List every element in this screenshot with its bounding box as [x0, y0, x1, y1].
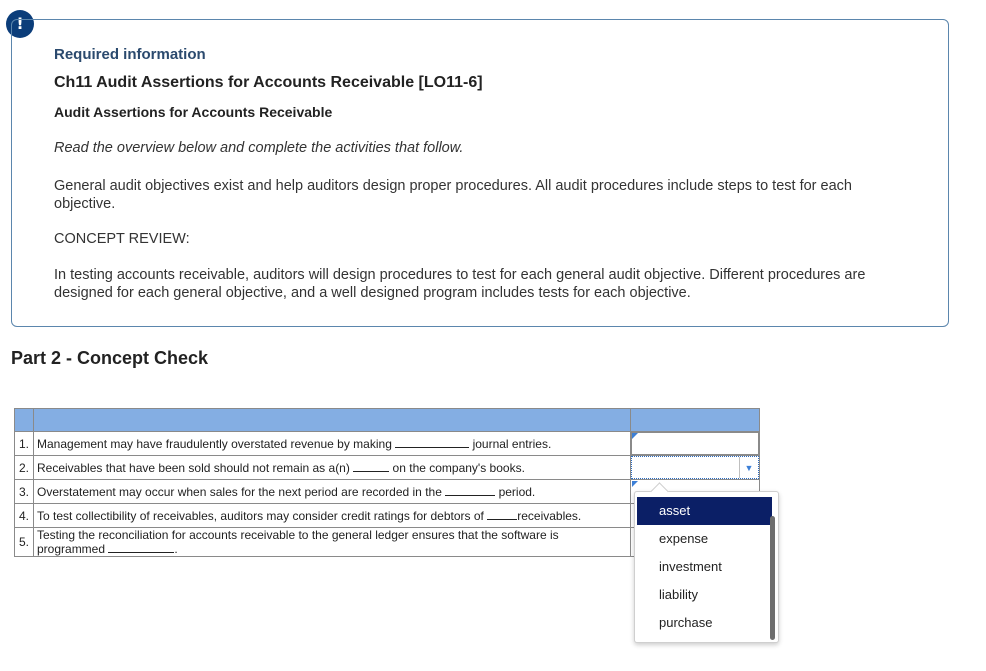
overview-paragraph: General audit objectives exist and help auditors design proper procedures. All audit procedures include steps to test for each objective. [54, 178, 852, 212]
concept-review-paragraph: In testing accounts receivable, auditors will design procedures to test for each general audit objective. Different procedures are designed for each general objective, and a well designed program includes tests for each objective. [54, 267, 866, 301]
question-text-post: . [174, 542, 178, 556]
option-purchase[interactable]: purchase [659, 615, 713, 630]
question-text [34, 528, 631, 557]
corner-marker-icon [632, 433, 638, 439]
question-number: 4. [15, 504, 34, 528]
question-text [34, 480, 631, 504]
answer-blank [108, 542, 174, 553]
answer-blank [353, 461, 389, 472]
question-text [34, 432, 631, 456]
answer-dropdown-2[interactable] [631, 456, 760, 480]
chevron-down-icon[interactable]: ▼ [739, 457, 758, 478]
question-text-post: period. [498, 484, 536, 499]
concept-review-heading: CONCEPT REVIEW: [54, 231, 190, 247]
corner-marker-icon [632, 481, 638, 487]
question-text [34, 504, 631, 528]
answer-blank [445, 485, 495, 496]
header-cell-question [34, 409, 631, 432]
question-text-post: receivables. [517, 508, 582, 523]
required-info-panel [11, 19, 949, 327]
question-text-pre: To test collectibility of receivables, auditors may consider credit ratings for debtors of [37, 508, 484, 523]
required-info-label: Required information [54, 46, 206, 63]
option-investment[interactable]: investment [659, 559, 722, 574]
answer-select-2-active[interactable] [631, 456, 759, 479]
answer-blank [487, 509, 517, 520]
header-cell-number [15, 409, 34, 432]
question-text-pre: Testing the reconciliation for accounts receivable to the general ledger ensures that the software is programmed [37, 528, 559, 556]
answer-blank [395, 437, 469, 448]
header-cell-answer [631, 409, 760, 432]
question-number: 2. [15, 456, 34, 480]
question-number: 3. [15, 480, 34, 504]
option-liability[interactable]: liability [659, 587, 699, 602]
alert-icon: ! [6, 10, 34, 38]
table-row [15, 456, 760, 480]
section-subtitle: Audit Assertions for Accounts Receivable [54, 104, 333, 120]
dropdown-scrollbar[interactable] [770, 516, 775, 640]
part-title: Part 2 - Concept Check [11, 348, 209, 368]
instruction-text: Read the overview below and complete the activities that follow. [54, 140, 464, 156]
question-number: 5. [15, 528, 34, 557]
answer-select-1[interactable] [631, 432, 759, 455]
question-text-post: journal entries. [472, 436, 552, 451]
question-text-pre: Receivables that have been sold should not remain as a(n) [37, 460, 350, 475]
question-text-pre: Management may have fraudulently overstated revenue by making [37, 436, 392, 451]
answer-dropdown-1[interactable] [631, 432, 760, 456]
table-header-row [15, 409, 760, 432]
option-expense[interactable]: expense [659, 531, 709, 546]
chapter-title: Ch11 Audit Assertions for Accounts Receivable [LO11-6] [54, 74, 483, 91]
question-text-post: on the company's books. [392, 460, 525, 475]
table-row [15, 432, 760, 456]
question-number: 1. [15, 432, 34, 456]
option-asset[interactable]: asset [637, 497, 772, 525]
dropdown-menu [634, 491, 779, 643]
question-text [34, 456, 631, 480]
question-text-pre: Overstatement may occur when sales for the next period are recorded in the [37, 484, 442, 499]
